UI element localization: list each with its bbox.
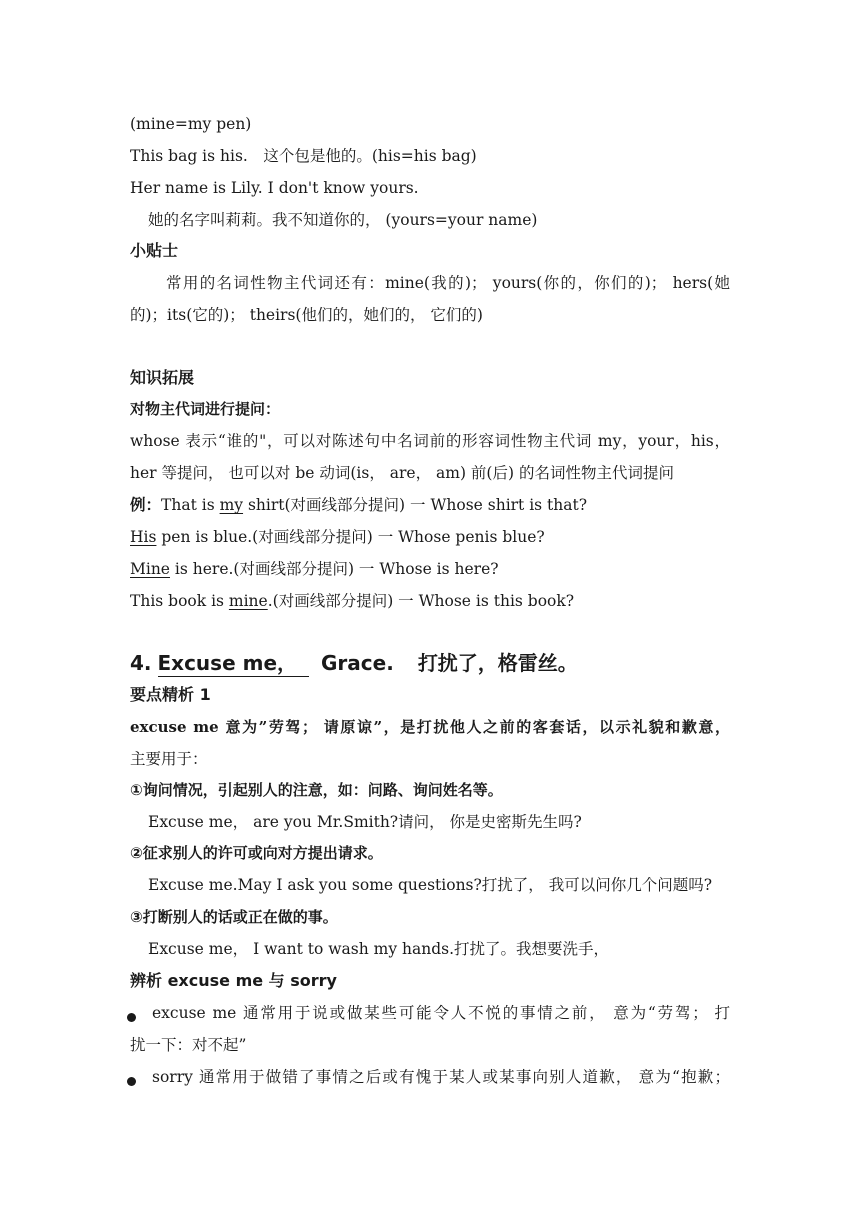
key-point-heading: 要点精析 1 bbox=[130, 685, 211, 704]
usage-example: Excuse me.May I ask you some questions?打扰了， 我可以问你几个问题吗? bbox=[148, 876, 713, 894]
usage-heading: ②征求别人的许可或向对方提出请求。 bbox=[130, 844, 383, 862]
text-line: whose 表示“谁的"，可以对陈述句中名词前的形容词性物主代词 my，your，his， bbox=[130, 432, 730, 450]
text-line: 主要用于： bbox=[130, 750, 208, 768]
text-line: excuse me 意为”劳驾； 请原谅”，是打扰他人之前的客套话，以示礼貌和歉意， bbox=[130, 718, 730, 736]
bullet-text: 扰一下：对不起” bbox=[130, 1036, 247, 1054]
usage-heading: ③打断别人的话或正在做的事。 bbox=[130, 908, 338, 926]
section-key-phrase: Excuse me， bbox=[158, 650, 310, 677]
extension-subheading: 对物主代词进行提问： bbox=[130, 400, 281, 418]
extension-heading: 知识拓展 bbox=[130, 368, 195, 387]
example-text: .(对画线部分提问) 一 Whose is this book? bbox=[267, 592, 575, 610]
section-heading bbox=[130, 648, 578, 678]
underlined-word: His bbox=[130, 528, 157, 546]
text-line: 她的名字叫莉莉。我不知道你的， (yours=your name) bbox=[148, 211, 538, 229]
example-label: 例： bbox=[130, 495, 162, 514]
example-text: pen is blue.(对画线部分提问) 一 Whose penis blue? bbox=[156, 528, 545, 546]
bullet-icon bbox=[127, 1077, 136, 1086]
underlined-word: Mine bbox=[130, 560, 170, 578]
text-line: 的)；its(它的)； theirs(他们的，她们的， 它们的) bbox=[130, 306, 483, 324]
underlined-word: mine bbox=[228, 592, 268, 610]
usage-example: Excuse me， are you Mr.Smith?请问， 你是史密斯先生吗? bbox=[148, 813, 582, 831]
text-line: 常用的名词性物主代词还有：mine(我的)； yours(你的，你们的)； hers(她 bbox=[166, 274, 730, 292]
text-line: her 等提问， 也可以对 be 动词(is， are， am) 前(后) 的名词性物主代词提问 bbox=[130, 464, 674, 482]
example-line bbox=[130, 558, 499, 580]
bullet-icon bbox=[127, 1013, 136, 1022]
example-line bbox=[130, 494, 587, 516]
text-line: This bag is his. 这个包是他的。(his=his bag) bbox=[130, 147, 477, 165]
example-text: shirt(对画线部分提问) 一 Whose shirt is that? bbox=[243, 496, 588, 514]
bullet-text: sorry 通常用于做错了事情之后或有愧于某人或某事向别人道歉， 意为“抱歉； bbox=[152, 1068, 730, 1086]
example-text: That is bbox=[161, 496, 220, 514]
section-number: 4. bbox=[130, 651, 152, 675]
text-line: Her name is Lily. I don't know yours. bbox=[130, 179, 419, 197]
usage-example: Excuse me， I want to wash my hands.打扰了。我想要洗手， bbox=[148, 940, 610, 958]
tip-heading: 小贴士 bbox=[130, 241, 179, 260]
example-line bbox=[130, 526, 545, 548]
usage-heading: ①询问情况，引起别人的注意，如：问路、询问姓名等。 bbox=[130, 781, 503, 799]
underlined-word: my bbox=[219, 496, 244, 514]
section-translation: 打扰了，格雷丝。 bbox=[417, 651, 578, 675]
comparison-heading: 辨析 excuse me 与 sorry bbox=[130, 971, 337, 990]
example-text: This book is bbox=[130, 592, 229, 610]
bullet-text: excuse me 通常用于说或做某些可能令人不悦的事情之前， 意为“劳驾； 打 bbox=[152, 1004, 730, 1022]
example-line bbox=[130, 590, 574, 612]
example-text: is here.(对画线部分提问) 一 Whose is here? bbox=[169, 560, 499, 578]
section-name: Grace. bbox=[321, 651, 394, 675]
text-line: (mine=my pen) bbox=[130, 115, 252, 133]
